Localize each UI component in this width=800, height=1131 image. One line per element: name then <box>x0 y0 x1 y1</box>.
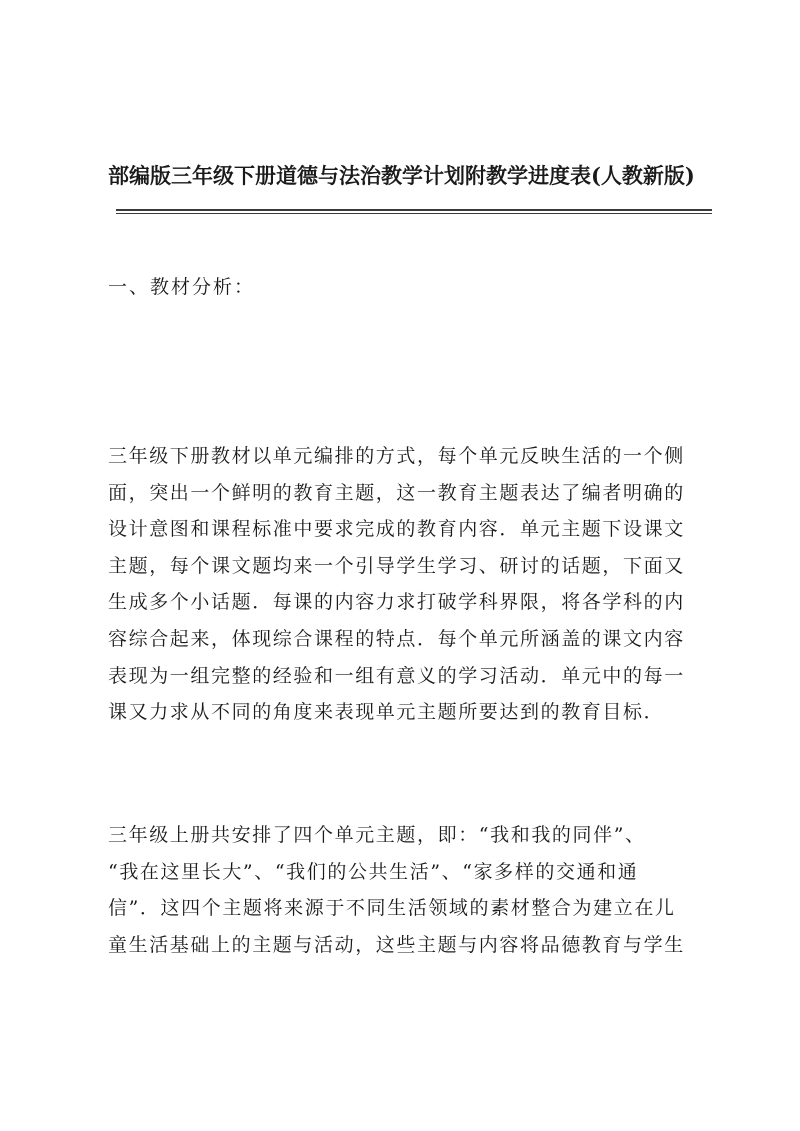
paragraph-line: 三年级下册教材以单元编排的方式，每个单元反映生活的一个侧 <box>108 445 685 467</box>
section-heading: 一、教材分析： <box>108 276 256 298</box>
paragraph-line: 面，突出一个鲜明的教育主题，这一教育主题表达了编者明确的 <box>108 481 685 504</box>
document-title: 部编版三年级下册道德与法治教学计划附教学进度表(人教新版) <box>108 163 695 188</box>
paragraph-line: 表现为一组完整的经验和一组有意义的学习活动．单元中的每一 <box>108 664 685 687</box>
paragraph-line: 主题，每个课文题均来一个引导学生学习、研讨的话题，下面又 <box>108 554 685 577</box>
title-underline <box>116 209 712 214</box>
paragraph-line: “我在这里长大”、“我们的公共生活”、“家多样的交通和通 <box>108 860 639 883</box>
paragraph-line: 三年级上册共安排了四个单元主题，即：“我和我的同伴”、 <box>108 824 646 846</box>
paragraph-1 <box>108 438 714 731</box>
paragraph-line: 容综合起来，体现综合课程的特点．每个单元所涵盖的课文内容 <box>108 627 685 650</box>
paragraph-line: 课又力求从不同的角度来表现单元主题所要达到的教育目标． <box>108 701 665 724</box>
paragraph-line: 信”．这四个主题将来源于不同生活领域的素材整合为建立在儿 <box>108 897 676 920</box>
paragraph-line: 童生活基础上的主题与活动，这些主题与内容将品德教育与学生 <box>108 933 685 956</box>
paragraph-2 <box>108 817 714 963</box>
paragraph-line: 设计意图和课程标准中要求完成的教育内容．单元主题下设课文 <box>108 518 685 541</box>
paragraph-line: 生成多个小话题．每课的内容力求打破学科界限，将各学科的内 <box>108 591 685 614</box>
